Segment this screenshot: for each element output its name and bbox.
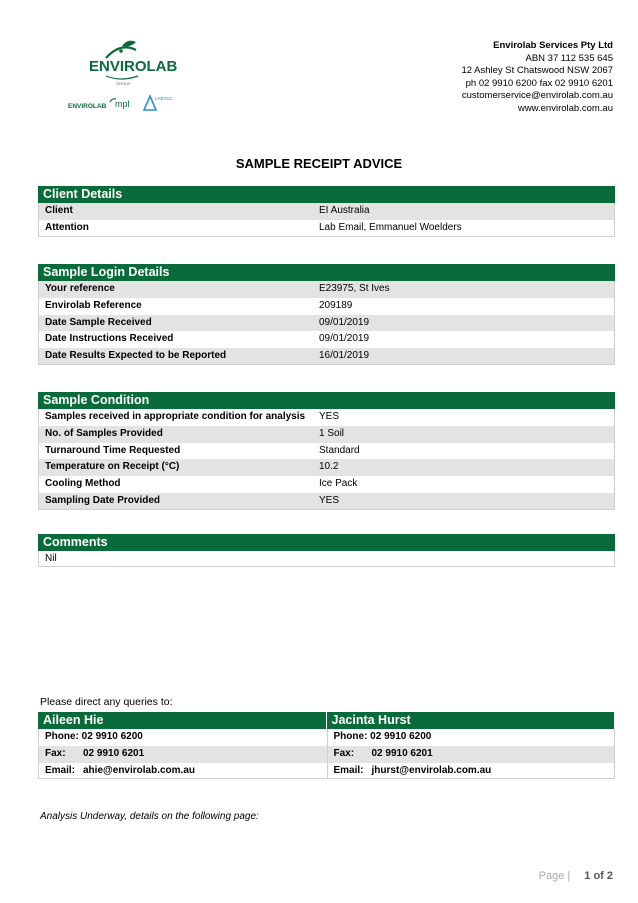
row-value: Ice Pack: [319, 478, 358, 490]
contact-fax-label: Fax:: [45, 747, 66, 759]
row-label: Client: [45, 205, 73, 216]
table-row: [38, 443, 615, 460]
row-value: E23975, St Ives: [319, 283, 390, 294]
contact-card: [38, 712, 327, 779]
sample-login-heading: Sample Login Details: [38, 264, 615, 281]
company-website[interactable]: www.envirolab.com.au: [517, 102, 613, 114]
sample-condition-heading: Sample Condition: [38, 392, 615, 409]
page-footer: [539, 870, 613, 882]
table-row: [38, 426, 615, 443]
contact-card: [327, 712, 616, 779]
company-abn: ABN 37 112 535 645: [525, 52, 613, 64]
row-value: 16/01/2019: [319, 350, 370, 362]
table-row: [38, 315, 615, 332]
queries-intro: Please direct any queries to:: [40, 696, 173, 708]
row-label: Date Results Expected to be Reported: [45, 350, 227, 362]
logo-brand-labtec: LABTEC: [155, 96, 173, 101]
company-address: 12 Ashley St Chatswood NSW 2067: [461, 65, 613, 76]
comments-text: Nil: [38, 551, 615, 567]
row-label: Samples received in appropriate condition for analysis: [45, 411, 306, 422]
row-value: YES: [319, 494, 340, 506]
row-value: Standard: [319, 444, 360, 456]
company-phone-fax: ph 02 9910 6200 fax 02 9910 6201: [465, 77, 613, 89]
contact-fax-label: Fax:: [333, 747, 355, 759]
row-label: Date Sample Received: [45, 316, 152, 328]
contact-email[interactable]: ahie@envirolab.com.au: [83, 764, 196, 776]
table-row: [38, 459, 615, 476]
contact-fax-row: [38, 746, 327, 763]
table-row: [38, 348, 615, 365]
page-label: Page |: [538, 870, 571, 882]
row-value: 1 Soil: [319, 427, 345, 439]
table-row: [38, 298, 615, 315]
logo-brand-envirolab: ENVIROLAB: [68, 103, 107, 110]
logo-group-text: GROUP: [116, 81, 131, 86]
row-value: 09/01/2019: [319, 316, 370, 328]
row-label: Envirolab Reference: [45, 299, 142, 311]
row-label: Attention: [45, 221, 89, 233]
company-email[interactable]: customerservice@envirolab.com.au: [461, 90, 613, 101]
table-row: [38, 409, 615, 426]
contact-fax: 02 9910 6201: [371, 747, 433, 759]
contact-name: Jacinta Hurst: [327, 712, 616, 729]
table-row: [38, 476, 615, 493]
analysis-note: Analysis Underway, details on the following page:: [40, 811, 259, 822]
page-number: 1 of 2: [584, 870, 613, 882]
row-label: Temperature on Receipt (°C): [45, 461, 180, 473]
sample-condition-section: [38, 392, 615, 510]
row-label: Date Instructions Received: [45, 333, 174, 345]
row-value: EI Australia: [319, 205, 370, 216]
logo-brand-mpl: mpl: [115, 99, 130, 109]
row-label: No. of Samples Provided: [45, 427, 163, 439]
contact-email-label: Email:: [45, 764, 76, 776]
row-label: Sampling Date Provided: [45, 494, 161, 506]
contacts-table: [38, 712, 615, 779]
row-label: Turnaround Time Requested: [45, 444, 181, 456]
company-details: [461, 40, 613, 115]
table-row: [38, 331, 615, 348]
contact-fax-row: [327, 746, 616, 763]
company-name: Envirolab Services Pty Ltd: [493, 40, 613, 51]
contact-phone: Phone: 02 9910 6200: [327, 729, 616, 746]
table-row: [38, 281, 615, 298]
row-value: Lab Email, Emmanuel Woelders: [319, 221, 462, 233]
document-title: SAMPLE RECEIPT ADVICE: [235, 156, 403, 171]
envirolab-logo: [60, 36, 200, 116]
client-details-heading: Client Details: [38, 186, 615, 203]
row-value: YES: [319, 411, 340, 422]
comments-section: [38, 534, 615, 567]
contact-name: Aileen Hie: [38, 712, 327, 729]
contact-email-row: [38, 763, 327, 780]
row-value: 09/01/2019: [319, 333, 370, 345]
row-label: Your reference: [45, 283, 115, 294]
client-details-section: [38, 186, 615, 237]
table-row: [38, 493, 615, 510]
row-value: 209189: [319, 299, 353, 311]
contact-email[interactable]: jhurst@envirolab.com.au: [371, 764, 492, 776]
contact-phone: Phone: 02 9910 6200: [38, 729, 327, 746]
row-label: Cooling Method: [45, 478, 121, 490]
contact-email-label: Email:: [333, 764, 364, 776]
comments-heading: Comments: [38, 534, 615, 551]
table-row: [38, 203, 615, 220]
contact-email-row: [327, 763, 616, 780]
contact-fax: 02 9910 6201: [83, 747, 145, 759]
table-row: [38, 220, 615, 237]
sample-login-section: [38, 264, 615, 365]
logo-main-text: ENVIROLAB: [89, 58, 178, 75]
row-value: 10.2: [319, 461, 339, 473]
